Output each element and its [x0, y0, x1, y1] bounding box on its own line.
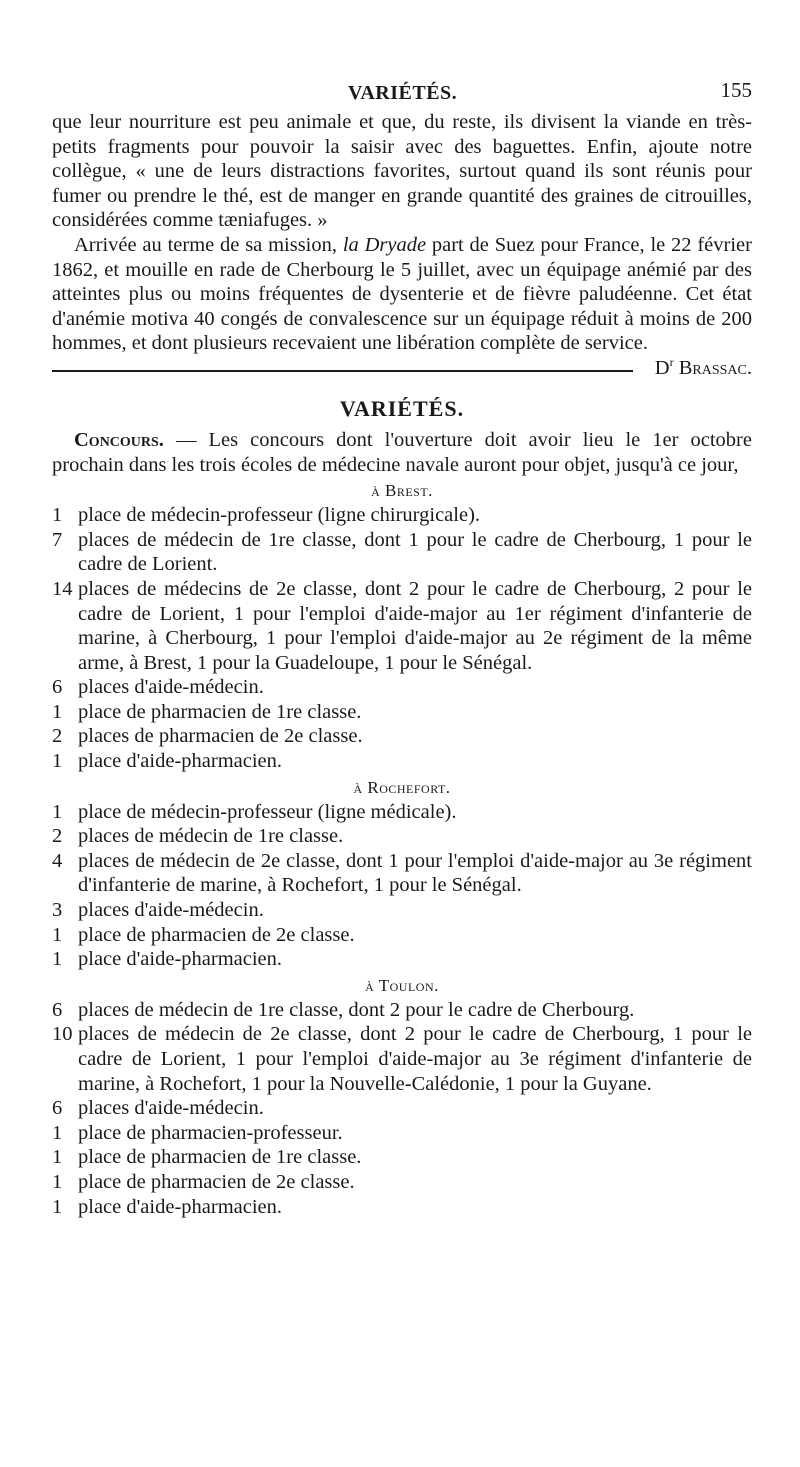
list-item: [52, 1121, 752, 1146]
list-item: [52, 577, 752, 675]
list-item: [52, 1096, 752, 1121]
item-text: places de médecins de 2e classe, dont 2 pour le cadre de Cherbourg, 2 pour le cadre de Lorient, 1 pour l'emploi d'aide-major au 1er régiment d'infanterie de marine, à Cherbourg, 1 pour l'emploi d'aide-major au 2e régiment de la même arme, à Brest, 1 pour la Guadeloupe, 1 pour le Sénégal.: [78, 577, 752, 674]
ship-name: la Dryade: [342, 233, 427, 256]
concours-lead: Concours.: [74, 428, 164, 451]
list-item: [52, 1145, 752, 1170]
list-item: [52, 824, 752, 849]
list-item: [52, 947, 752, 972]
p2-text-b: part de Suez pour France, le 22 février 1862, et mouille en rade de Cherbourg le 5 juillet, avec un équipage anémié par des atteintes plus ou moins fréquentes de dysenterie et de fièvre paludéenne. Cet état d'anémie motiva 40 congés de convalescence sur un équipage réduit à moins de 200 hommes, et dont plusieurs recevaient une libération complète de service.: [52, 233, 752, 355]
page: [52, 70, 752, 1219]
item-count: 1: [52, 948, 63, 971]
list-brest: [52, 503, 752, 774]
item-text: place d'aide-pharmacien.: [78, 948, 283, 971]
list-item: [52, 849, 752, 898]
item-text: places de médecin de 1re classe, dont 2 pour le cadre de Cherbourg.: [78, 998, 635, 1021]
item-text: places d'aide-médecin.: [78, 899, 264, 922]
concours-intro: [52, 428, 752, 477]
item-count: 2: [52, 825, 63, 848]
list-item: [52, 700, 752, 725]
item-text: place de médecin-professeur (ligne chirurgicale).: [78, 504, 481, 527]
list-item: [52, 749, 752, 774]
item-count: 1: [52, 504, 63, 527]
item-text: place de pharmacien de 1re classe.: [78, 700, 362, 723]
list-item: [52, 898, 752, 923]
signature-prefix: D: [654, 356, 670, 379]
item-count: 1: [52, 750, 63, 773]
item-count: 3: [52, 899, 63, 922]
heading-toulon: à Toulon.: [365, 975, 439, 995]
list-toulon: [52, 998, 752, 1219]
item-count: 2: [52, 725, 63, 748]
item-count: 10: [52, 1023, 73, 1046]
item-count: 6: [52, 998, 63, 1021]
previous-article-paragraph-2: [52, 233, 752, 379]
item-count: 1: [52, 1121, 63, 1144]
list-item: [52, 1022, 752, 1096]
item-text: places d'aide-médecin.: [78, 1097, 264, 1120]
item-text: places de médecin de 2e classe, dont 2 pour le cadre de Cherbourg, 1 pour le cadre de Lorient, 1 pour l'emploi d'aide-major au 3e régiment d'infanterie de marine, à Rochefort, 1 pour la Nouvelle-Calédonie, 1 pour la Guyane.: [78, 1023, 752, 1095]
list-item: [52, 1195, 752, 1220]
item-count: 1: [52, 1146, 63, 1169]
section-title: VARIÉTÉS.: [339, 395, 465, 421]
item-count: 6: [52, 1097, 63, 1120]
list-item: [52, 724, 752, 749]
item-text: place d'aide-pharmacien.: [78, 750, 283, 773]
item-count: 1: [52, 700, 63, 723]
list-item: [52, 1170, 752, 1195]
item-count: 4: [52, 849, 63, 872]
item-count: 6: [52, 676, 63, 699]
item-text: places de médecin de 2e classe, dont 1 pour l'emploi d'aide-major au 3e régiment d'infanterie de marine, à Rochefort, 1 pour le Sénégal.: [78, 849, 752, 897]
previous-article-paragraph-1: que leur nourriture est peu animale et que, du reste, ils divisent la viande en très-petits fragments pour pouvoir la saisir avec des baguettes. Enfin, ajoute notre collègue, « une de leurs distractions favorites, surtout quand ils sont réunis pour fumer ou prendre le thé, est de manger en grande quantité des graines de citrouilles, considérées comme tæniafuges. »: [52, 111, 752, 232]
list-item: [52, 528, 752, 577]
item-count: 14: [52, 577, 73, 600]
page-number: 155: [720, 78, 752, 102]
running-head: [52, 70, 752, 110]
concours-intro-text: — Les concours dont l'ouverture doit avoir lieu le 1er octobre prochain dans les trois écoles de médecine navale auront pour objet, jusqu'à ce jour,: [52, 428, 752, 476]
item-count: 1: [52, 923, 63, 946]
running-title: VARIÉTÉS.: [348, 82, 458, 104]
heading-rochefort: à Rochefort.: [353, 777, 451, 797]
list-item: [52, 998, 752, 1023]
item-count: 7: [52, 528, 63, 551]
item-text: place de pharmacien-professeur.: [78, 1121, 343, 1144]
item-text: places de médecin de 1re classe.: [78, 825, 344, 848]
list-rochefort: [52, 800, 752, 972]
item-text: place de pharmacien de 2e classe.: [78, 923, 355, 946]
list-item: [52, 800, 752, 825]
item-text: place de pharmacien de 2e classe.: [78, 1170, 355, 1193]
item-text: places de médecin de 1re classe, dont 1 pour le cadre de Cherbourg, 1 pour le cadre de Lorient.: [78, 528, 752, 576]
item-count: 1: [52, 800, 63, 823]
signature-name: Brassac.: [678, 356, 752, 379]
item-text: places de pharmacien de 2e classe.: [78, 725, 363, 748]
author-signature: [633, 356, 752, 381]
list-item: [52, 675, 752, 700]
item-count: 1: [52, 1195, 63, 1218]
item-text: places d'aide-médecin.: [78, 676, 264, 699]
signature-sup: r: [669, 355, 674, 370]
item-text: place de pharmacien de 1re classe.: [78, 1146, 362, 1169]
item-count: 1: [52, 1170, 63, 1193]
list-item: [52, 923, 752, 948]
item-text: place de médecin-professeur (ligne médicale).: [78, 800, 457, 823]
item-text: place d'aide-pharmacien.: [78, 1195, 283, 1218]
p2-text-a: Arrivée au terme de sa mission,: [74, 233, 343, 256]
list-item: [52, 503, 752, 528]
section-divider: [52, 370, 633, 372]
heading-brest: à Brest.: [371, 481, 433, 501]
